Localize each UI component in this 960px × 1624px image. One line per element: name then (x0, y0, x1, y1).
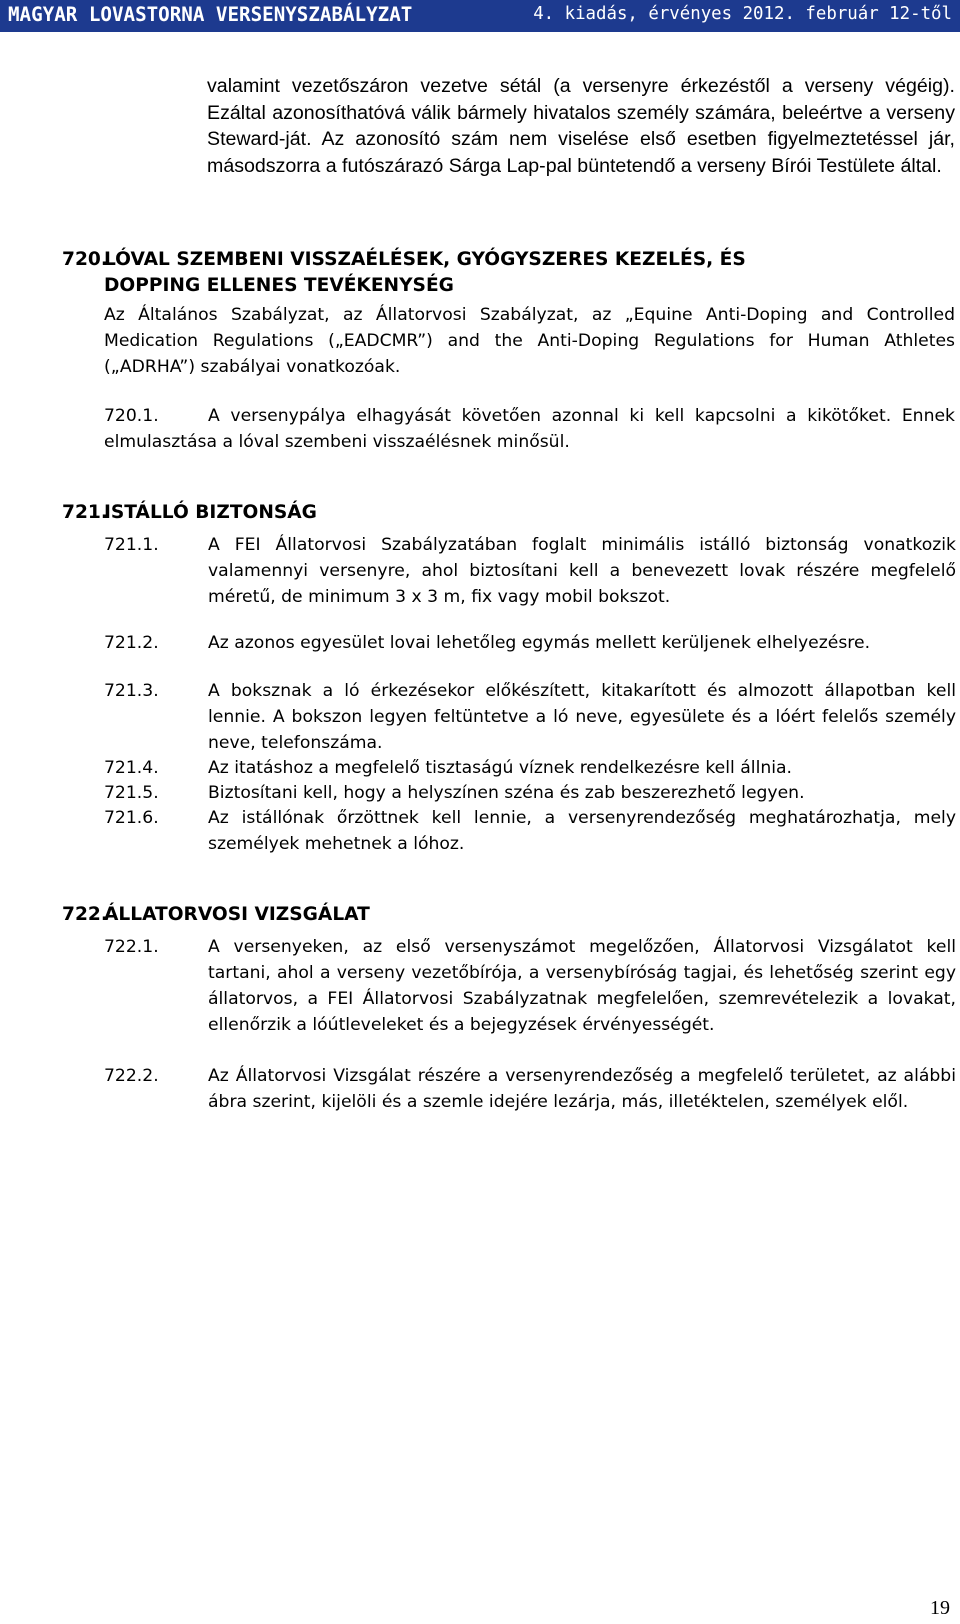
item-number: 722.1. (104, 937, 159, 957)
item-number: 720.1. (104, 406, 159, 426)
item-text: Az istállónak őrzöttnek kell lennie, a versenyrendezőség meghatározhatja, mely személyek mehetnek a lóhoz. (208, 808, 956, 854)
section-intro: Az Általános Szabályzat, az Állatorvosi Szabályzat, az „Equine Anti-Doping and Controlled Medication Regulations („EADCMR”) and the Anti-Doping Regulations for Human Athletes („ADRHA”) szabályai vonatkozóak. (104, 305, 955, 377)
item-number: 721.3. (104, 681, 159, 701)
edition-info: 4. kiadás, érvényes 2012. február 12-től (533, 4, 952, 24)
section-title: ISTÁLLÓ BIZTONSÁG (104, 502, 317, 523)
item-text: Az azonos egyesület lovai lehetőleg egymás mellett kerüljenek elhelyezésre. (208, 633, 871, 653)
item-number: 721.4. (104, 758, 159, 778)
item-number: 721.1. (104, 535, 159, 555)
document-header (0, 0, 960, 32)
item-text: Biztosítani kell, hogy a helyszínen széna és zab beszerezhető legyen. (208, 783, 805, 803)
item-text: Az Állatorvosi Vizsgálat részére a versenyrendezőség a megfelelő területet, az alábbi ábra szerint, kijelöli és a szemle idejére lezárja, más, illetéktelen, személyek elől. (208, 1066, 956, 1112)
item-number: 721.5. (104, 783, 159, 803)
item-text: Az itatáshoz a megfelelő tisztaságú víznek rendelkezésre kell állnia. (208, 758, 793, 778)
item-text: A versenyeken, az első versenyszámot megelőzően, Állatorvosi Vizsgálatot kell tartani, ahol a verseny vezetőbírója, a versenybíróság tagjai, és lehetőség szerint egy állatorvos, a FEI Állatorvosi Szabályzatnak megfelelően, szemrevételezik a lovakat, ellenőrzik a lóútleveleket és a bejegyzések érvényességét. (208, 937, 956, 1035)
item-number: 721.6. (104, 808, 159, 828)
item-number: 722.2. (104, 1066, 159, 1086)
item-text: A versenypálya elhagyását követően azonnal ki kell kapcsolni a kikötőket. Ennek elmulasztása a lóval szembeni visszaélésnek minősül. (104, 406, 955, 452)
section-title: LÓVAL SZEMBENI VISSZAÉLÉSEK, GYÓGYSZERES KEZELÉS, ÉS DOPPING ELLENES TEVÉKENYSÉG (104, 249, 746, 296)
document-title: MAGYAR LOVASTORNA VERSENYSZABÁLYZAT (8, 3, 413, 26)
item-text: A FEI Állatorvosi Szabályzatában foglalt minimális istálló biztonság vonatkozik valamennyi versenyre, ahol biztosítani kell a benevezett lovak részére megfelelő méretű, de minimum 3 x 3 m, fix vagy mobil bokszot. (208, 535, 956, 607)
section-number: 721. (62, 502, 108, 523)
item-number: 721.2. (104, 633, 159, 653)
intro-paragraph: valamint vezetőszáron vezetve sétál (a versenyre érkezéstől a verseny végéig). Ezáltal azonosíthatóvá válik bármely hivatalos személy számára, beleértve a verseny Steward-ját. Az azonosító szám nem viselése első esetben figyelmeztetéssel jár, másodszorra a futószárazó Sárga Lap-pal büntetendő a verseny Bírói Testülete által. (207, 75, 955, 177)
section-title: ÁLLATORVOSI VIZSGÁLAT (104, 904, 370, 925)
section-number: 720. (62, 249, 108, 270)
section-number: 722. (62, 904, 108, 925)
item-text: A boksznak a ló érkezésekor előkészített, kitakarított és almozott állapotban kell lennie. A bokszon legyen feltüntetve a ló neve, egyesülete és a lóért felelős személy neve, telefonszáma. (208, 681, 956, 753)
page-number: 19 (930, 1597, 950, 1619)
